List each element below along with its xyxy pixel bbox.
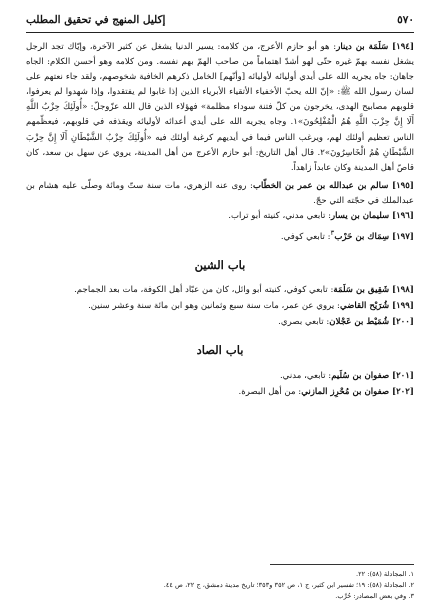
page-number: ٥٧٠ <box>397 14 414 26</box>
section-heading-sad: باب الصاد <box>196 343 244 358</box>
footnotes <box>26 569 414 602</box>
entry-number: [٢٠٠] <box>391 317 414 328</box>
entry-number: [١٩٧] <box>391 231 414 242</box>
entry-text: : تابعي، مدني. <box>279 370 332 381</box>
entry-196 <box>26 209 414 224</box>
page-header <box>26 12 414 30</box>
entry-201 <box>26 369 414 384</box>
entry-number: [١٩٤] <box>392 42 415 52</box>
entry-number: [١٩٦] <box>391 211 414 222</box>
entry-194 <box>26 40 414 176</box>
footnote-1: ١. المجادلة (٥٨): ٢٢. <box>356 570 414 578</box>
entry-name: صفوان بن سُلَيم <box>331 370 390 381</box>
entry-text: : تابعي مدني، كنيته أبو تراب. <box>228 211 331 222</box>
entry-number: [١٩٥] <box>391 180 414 191</box>
entry-200 <box>26 315 414 330</box>
entry-name: شَقِيق بن سَلَمَة <box>333 285 390 296</box>
entry-number: [٢٠١] <box>391 370 414 381</box>
entry-name: شُمَيْط بن عَجْلان <box>329 317 390 328</box>
entry-199 <box>26 299 414 314</box>
entry-198 <box>26 283 414 298</box>
footnote-2: ٢. المجادلة (٥٨): ١٩؛ تفسير ابن كثير، ج ١، ص ٣٥٢ و٣٥٣؛ تاريخ مدينة دمشق، ج ٢٢، ص ٤٤. <box>163 581 414 589</box>
entry-name: سِمَاك بن حَرْب <box>334 231 390 242</box>
entry-197 <box>26 225 414 245</box>
footnote-3: ٣. وفي بعض المصادر: حُرَّب. <box>335 592 414 600</box>
entry-number: [١٩٩] <box>391 301 414 312</box>
entry-195 <box>26 179 414 209</box>
entry-number: [١٩٨] <box>391 285 414 296</box>
section-heading-shin: باب الشين <box>194 258 246 273</box>
entry-text: : روى عنه الزهري، مات سنة ستّ ومائة وصلّى عليه هشام بن عبدالملك في حجّته التي حجّ. <box>26 180 414 206</box>
footnote-ref: ٣ <box>330 228 335 238</box>
entry-name: سليمان بن يسار <box>330 211 390 222</box>
running-title: إكليل المنهج في تحقيق المطلب <box>26 14 166 26</box>
entry-text: : تابعي كوفي. <box>280 231 331 242</box>
entry-text: : تابعي بصري. <box>278 317 330 328</box>
entry-name: شُرَيْح القاضي <box>339 301 390 312</box>
entry-text: : يروي عن عمر، مات سنة سبع وثمانين وهو ابن مائة سنة وعشر سنين. <box>88 301 340 312</box>
entry-text: : من أهل البصرة. <box>238 386 302 397</box>
page-body <box>26 40 414 401</box>
entry-name: صفوان بن مُحْرِز المازني <box>301 386 390 397</box>
footnote-divider <box>270 564 414 565</box>
entry-202 <box>26 385 414 400</box>
entry-name: سَلَمَة بن دينار <box>336 42 389 52</box>
entry-number: [٢٠٢] <box>391 386 414 397</box>
entry-name: سالم بن عبدالله بن عمر بن الخطّاب <box>252 180 389 191</box>
header-divider <box>26 32 414 33</box>
entry-text: : تابعي كوفي، كنيته أبو وائل، كان من عبّاد أهل الكوفة، مات بعد الجماجم. <box>74 285 334 296</box>
entry-text: : هو أبو حازم الأعرج، من كلامه: يسير الدنيا يشغل عن كثير الآخرة، وإيّاك تجد الرجل يشغل نفسه بهمّ غيره حتّى لهو أشدّ اهتماماً من صاحب الهمّ بهم نفسه. ومن كلامه وهو أحسن الكلام: الجاه جاهان: جاه يجريه الله على أيدي أوليائه لأوليائه [وأنّهم] الخامل ذكرهم الخافية شخوصهم، ولقد جاء نعتهم على لسان رسول الله ﷺ: «إنّ الله يحبّ الأخفياء الأتقياء الأبرياء الذين إذا غابوا لم يفتقدوا، وإذا شهدوا لم يعرفوا، قلوبهم مصابيح الهدى، يخرجون من كلّ فتنة سوداء مظلمة» فهؤلاء الذين قال الله عزّوجلّ: «أُولَئِكَ حِزْبُ اللَّهِ أَلَا إِنَّ حِزْبَ اللَّهِ هُمُ الْمُفْلِحُونَ»١. وجاه يجريه الله على أيدي أعدائه لأوليائه ويقذفه في قلوبهم، فيعظّمهم الناس تعظيم أولئك لهم، ويرغب الناس فيما في أيديهم كرغبة أولئك فيه «أُولَئِكَ حِزْبُ الشَّيْطَانِ أَلَا إِنَّ حِزْبَ الشَّيْطَانِ هُمُ الْخَاسِرُونَ»٢. قال أهل التاريخ: أبو حازم الأعرج من أهل المدينة، يروي عن سهل بن سعد، كان قاصّ أهل المدينة وكان عابداً زاهداً. <box>26 42 414 173</box>
